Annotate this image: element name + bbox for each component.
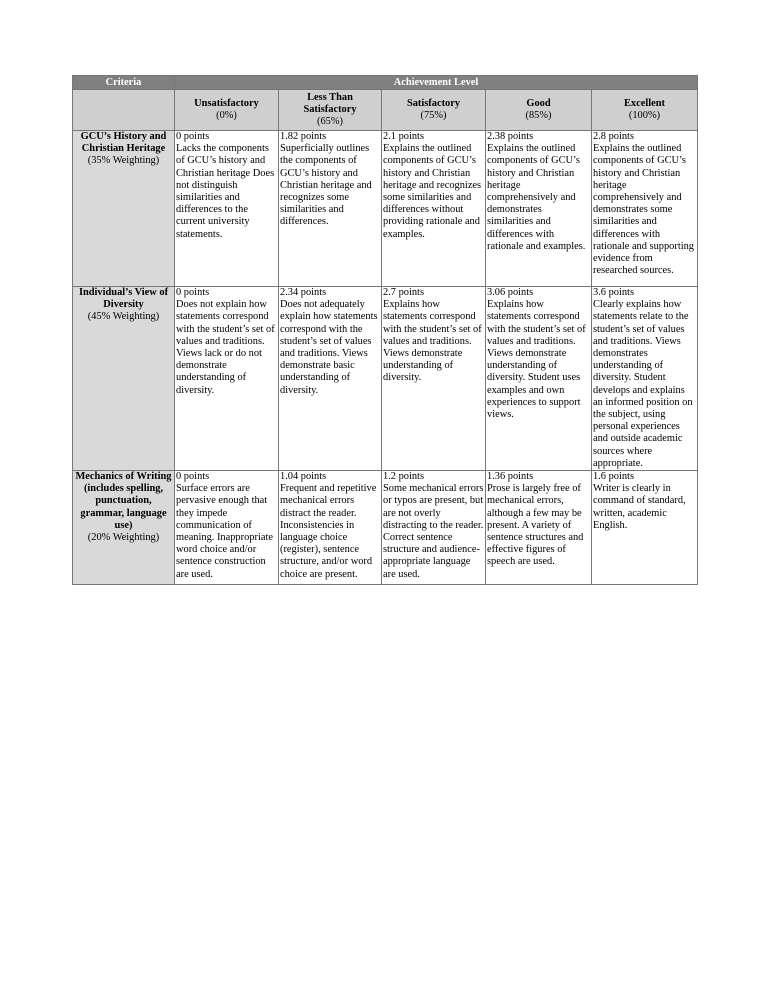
criterion-weight: (35% Weighting) — [87, 155, 160, 167]
criterion-cell — [73, 471, 175, 585]
cell-description: Explains how statements correspond with the student’s set of values and traditions. Views demonstrate understanding of diversity. Student uses examples and own experiences to support views. — [487, 299, 586, 421]
rubric-cell — [486, 287, 592, 471]
achievement-level-header: Achievement Level — [175, 76, 698, 90]
cell-points: 0 points — [176, 287, 210, 298]
criterion-name: Individual’s View of Diversity — [78, 287, 169, 311]
level-percent: (75%) — [420, 110, 447, 121]
grading-rubric-table — [72, 75, 698, 585]
rubric-cell — [592, 471, 698, 585]
rubric-row-view-of-diversity — [73, 287, 698, 471]
rubric-cell — [175, 131, 279, 287]
level-header-excellent — [592, 90, 698, 131]
header-row-levels — [73, 90, 698, 131]
level-name: Excellent — [624, 97, 665, 109]
criteria-header-blank — [73, 90, 175, 131]
level-percent: (65%) — [317, 116, 343, 128]
rubric-row-mechanics-of-writing — [73, 471, 698, 585]
cell-points: 2.7 points — [383, 287, 424, 298]
rubric-cell — [592, 287, 698, 471]
criterion-cell — [73, 131, 175, 287]
cell-points: 0 points — [176, 471, 210, 483]
cell-points: 1.04 points — [280, 471, 327, 483]
cell-description: Does not explain how statements correspond with the student’s set of values and traditions. Views lack or do not demonstrate understanding of diversity. — [176, 299, 275, 396]
cell-description: Surface errors are pervasive enough that they impede communication of meaning. Inappropriate word choice and/or sentence construction are used. — [176, 483, 273, 580]
cell-description: Clearly explains how statements relate to the student’s set of values and traditions. Views demonstrates understanding of diversity. Student develops and explains an informed position on the subject, using personal experiences and outside academic sources where appropriate. — [593, 299, 693, 469]
rubric-cell — [592, 131, 698, 287]
rubric-cell — [175, 287, 279, 471]
level-header-unsatisfactory — [175, 90, 279, 131]
criterion-weight: (20% Weighting) — [87, 532, 160, 544]
rubric-row-history-heritage — [73, 131, 698, 287]
cell-points: 0 points — [176, 131, 210, 142]
level-header-less-than-satisfactory — [279, 90, 382, 131]
rubric-cell — [279, 131, 382, 287]
level-percent: (100%) — [628, 110, 661, 121]
level-name: Less Than Satisfactory — [303, 91, 357, 115]
cell-description: Does not adequately explain how statements correspond with the student’s set of values and traditions. Views demonstrate basic understanding of diversity. — [280, 299, 378, 396]
cell-points: 2.8 points — [593, 131, 634, 142]
cell-description: Lacks the components of GCU’s history and Christian heritage Does not distinguish similarities and differences to the current university statements. — [176, 143, 275, 240]
cell-points: 1.2 points — [383, 471, 424, 483]
cell-points: 3.6 points — [593, 287, 634, 298]
rubric-cell — [486, 131, 592, 287]
level-name: Good — [526, 97, 551, 109]
cell-description: Explains the outlined components of GCU’s history and Christian heritage comprehensively and demonstrates similarities and differences with rationale and examples. — [487, 143, 586, 252]
criterion-name: Mechanics of Writing (includes spelling, punctuation, grammar, language use) — [75, 471, 172, 531]
cell-description: Some mechanical errors or typos are present, but are not overly distracting to the reader. Correct sentence structure and audience-appropriate language are used. — [383, 483, 484, 580]
rubric-cell — [382, 287, 486, 471]
level-header-satisfactory — [382, 90, 486, 131]
criterion-cell — [73, 287, 175, 471]
cell-description: Frequent and repetitive mechanical errors distract the reader. Inconsistencies in language choice (register), sentence structure, and/or word choice are present. — [280, 483, 377, 580]
rubric-cell — [382, 471, 486, 585]
rubric-cell — [175, 471, 279, 585]
rubric-cell — [382, 131, 486, 287]
criterion-name: GCU’s History and Christian Heritage — [80, 131, 167, 155]
level-percent: (0%) — [216, 110, 237, 121]
cell-description: Superficially outlines the components of GCU’s history and Christian heritage and recognizes some similarities and differences. — [280, 143, 372, 228]
cell-description: Explains how statements correspond with the student’s set of values and traditions. Views demonstrate understanding of diversity. — [383, 299, 482, 384]
cell-points: 1.36 points — [487, 471, 534, 483]
criteria-header: Criteria — [73, 76, 175, 90]
rubric-cell — [279, 471, 382, 585]
cell-points: 2.1 points — [383, 131, 424, 142]
cell-description: Explains the outlined components of GCU’s history and Christian heritage and recognizes some similarities and differences without providing rationale and examples. — [383, 143, 482, 240]
cell-points: 3.06 points — [487, 287, 534, 298]
rubric-cell — [279, 287, 382, 471]
cell-points: 2.38 points — [487, 131, 534, 142]
cell-description: Writer is clearly in command of standard, written, academic English. — [593, 483, 686, 531]
level-percent: (85%) — [525, 110, 552, 121]
level-header-good — [486, 90, 592, 131]
header-row-top — [73, 76, 698, 90]
cell-description: Explains the outlined components of GCU’s history and Christian heritage comprehensively and demonstrates some similarities and differences with rationale and supporting evidence from researched sources. — [593, 143, 694, 277]
cell-points: 1.82 points — [280, 131, 327, 142]
level-name: Satisfactory — [406, 97, 461, 109]
criterion-weight: (45% Weighting) — [87, 311, 160, 323]
rubric-cell — [486, 471, 592, 585]
cell-points: 2.34 points — [280, 287, 327, 298]
cell-description: Prose is largely free of mechanical errors, although a few may be present. A variety of sentence structures and effective figures of speech are used. — [487, 483, 584, 568]
level-name: Unsatisfactory — [194, 97, 259, 109]
cell-points: 1.6 points — [593, 471, 634, 483]
